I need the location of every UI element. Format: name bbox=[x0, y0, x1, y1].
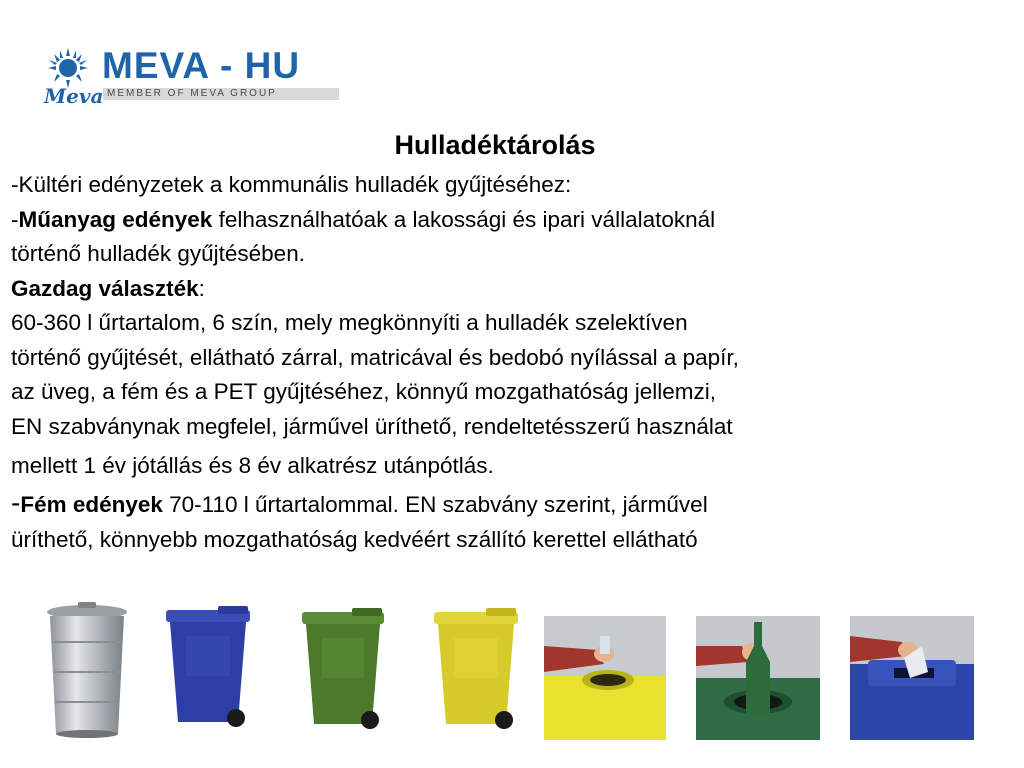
text-line bbox=[11, 488, 971, 523]
text-span: 70-110 l űrtartalommal. EN szabvány szerint, járművel bbox=[162, 492, 708, 517]
dash: - bbox=[11, 206, 19, 232]
text-line: üríthető, könnyebb mozgathatóság kedvéért szállító kerettel ellátható bbox=[11, 526, 698, 552]
text-line: történő hulladék gyűjtésében. bbox=[11, 241, 305, 266]
text-line bbox=[11, 203, 971, 238]
metal-bin-image bbox=[44, 602, 130, 740]
green-bin-image bbox=[296, 608, 390, 732]
text-line: történő gyűjtését, ellátható zárral, matricával és bedobó nyílással a papír, bbox=[11, 344, 739, 370]
text-line: EN szabványnak megfelel, járművel üríthető, rendeltetésszerű használat bbox=[11, 413, 733, 439]
logo-tagline: MEMBER OF MEVA GROUP bbox=[103, 88, 339, 100]
sun-icon bbox=[46, 48, 90, 88]
yellow-lid-photo bbox=[544, 616, 666, 740]
product-photos bbox=[0, 600, 1024, 750]
text-line bbox=[11, 272, 971, 307]
company-logo bbox=[44, 44, 304, 106]
dash: - bbox=[11, 487, 21, 518]
bold-term: Fém edények bbox=[20, 492, 163, 517]
green-lid-photo bbox=[696, 616, 820, 740]
text-line: -Kültéri edényzetek a kommunális hulladék gyűjtéséhez: bbox=[11, 172, 572, 197]
body-text bbox=[11, 168, 971, 557]
logo-script-text: Meva bbox=[44, 84, 104, 108]
logo-brand-text: MEVA - HU bbox=[102, 45, 301, 86]
blue-lid-photo bbox=[850, 616, 974, 740]
blue-bin-image bbox=[160, 606, 256, 730]
page-title: Hulladéktárolás bbox=[394, 130, 596, 160]
text-span: : bbox=[198, 275, 205, 301]
text-span: felhasználhatóak a lakossági és ipari vállalatoknál bbox=[212, 206, 716, 232]
text-line: az üveg, a fém és a PET gyűjtéséhez, könnyű mozgathatóság jellemzi, bbox=[11, 379, 716, 404]
text-line: mellett 1 év jótállás és 8 év alkatrész utánpótlás. bbox=[11, 453, 494, 478]
text-line: 60-360 l űrtartalom, 6 szín, mely megkönnyíti a hulladék szelektíven bbox=[11, 310, 688, 335]
bold-term: Műanyag edények bbox=[18, 206, 213, 232]
yellow-bin-image bbox=[428, 608, 524, 732]
bold-term: Gazdag választék bbox=[11, 275, 199, 301]
